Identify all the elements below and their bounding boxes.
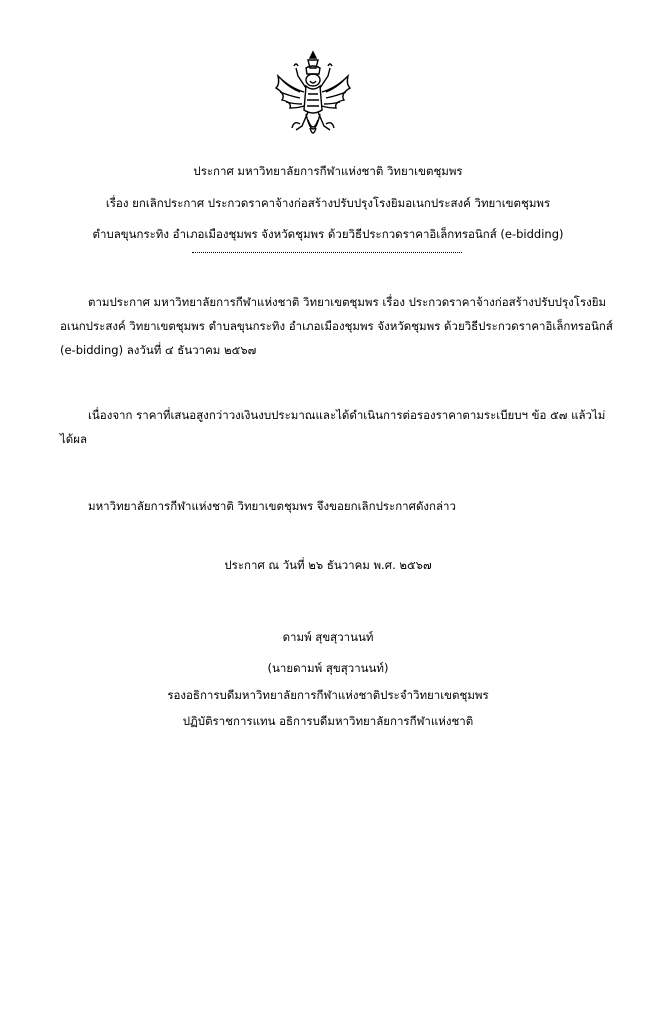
- paragraph-reference: [60, 290, 612, 362]
- paragraph-line: (e-bidding) ลงวันที่ ๔ ธันวาคม ๒๕๖๗: [60, 343, 257, 357]
- paragraph-line: อเนกประสงค์ วิทยาเขตชุมพร ตำบลขุนกระทิง อำเภอเมืองชุมพร จังหวัดชุมพร ด้วยวิธีประกวดราคาอิเล็กทรอนิกส์: [60, 319, 613, 333]
- signer-printed-name: (นายดามพ์ สุขสุวานนท์): [267, 661, 389, 675]
- dotted-divider: [192, 252, 462, 253]
- signature-name: ดามพ์ สุขสุวานนท์: [282, 630, 374, 644]
- signer-position: รองอธิการบดีมหาวิทยาลัยการกีฬาแห่งชาติประจำวิทยาเขตชุมพร: [167, 688, 489, 702]
- paragraph-line: เนื่องจาก ราคาที่เสนอสูงกว่าวงเงินงบประมาณและได้ดำเนินการต่อรองราคาตามระเบียบฯ ข้อ ๕๗ แล้วไม่: [88, 408, 606, 422]
- paragraph-reason: [60, 403, 612, 451]
- paragraph-line: มหาวิทยาลัยการกีฬาแห่งชาติ วิทยาเขตชุมพร จึงขอยกเลิกประกาศดังกล่าว: [88, 499, 456, 513]
- paragraph-line: ได้ผล: [60, 432, 88, 446]
- announcement-title: ประกาศ มหาวิทยาลัยการกีฬาแห่งชาติ วิทยาเขตชุมพร: [193, 164, 463, 178]
- announcement-date: ประกาศ ณ วันที่ ๒๖ ธันวาคม พ.ศ. ๒๕๖๗: [224, 558, 432, 572]
- paragraph-cancellation: [60, 494, 612, 518]
- announcement-subject: เรื่อง ยกเลิกประกาศ ประกวดราคาจ้างก่อสร้างปรับปรุงโรงยิมอเนกประสงค์ วิทยาเขตชุมพร: [105, 196, 551, 210]
- garuda-emblem-icon: [270, 48, 356, 148]
- signer-acting-position: ปฏิบัติราชการแทน อธิการบดีมหาวิทยาลัยการกีฬาแห่งชาติ: [182, 714, 474, 728]
- paragraph-line: ตามประกาศ มหาวิทยาลัยการกีฬาแห่งชาติ วิทยาเขตชุมพร เรื่อง ประกวดราคาจ้างก่อสร้างปรับปรุงโรงยิม: [88, 295, 607, 309]
- announcement-subject-location: ตำบลขุนกระทิง อำเภอเมืองชุมพร จังหวัดชุมพร ด้วยวิธีประกวดราคาอิเล็กทรอนิกส์ (e-bidding): [92, 227, 564, 241]
